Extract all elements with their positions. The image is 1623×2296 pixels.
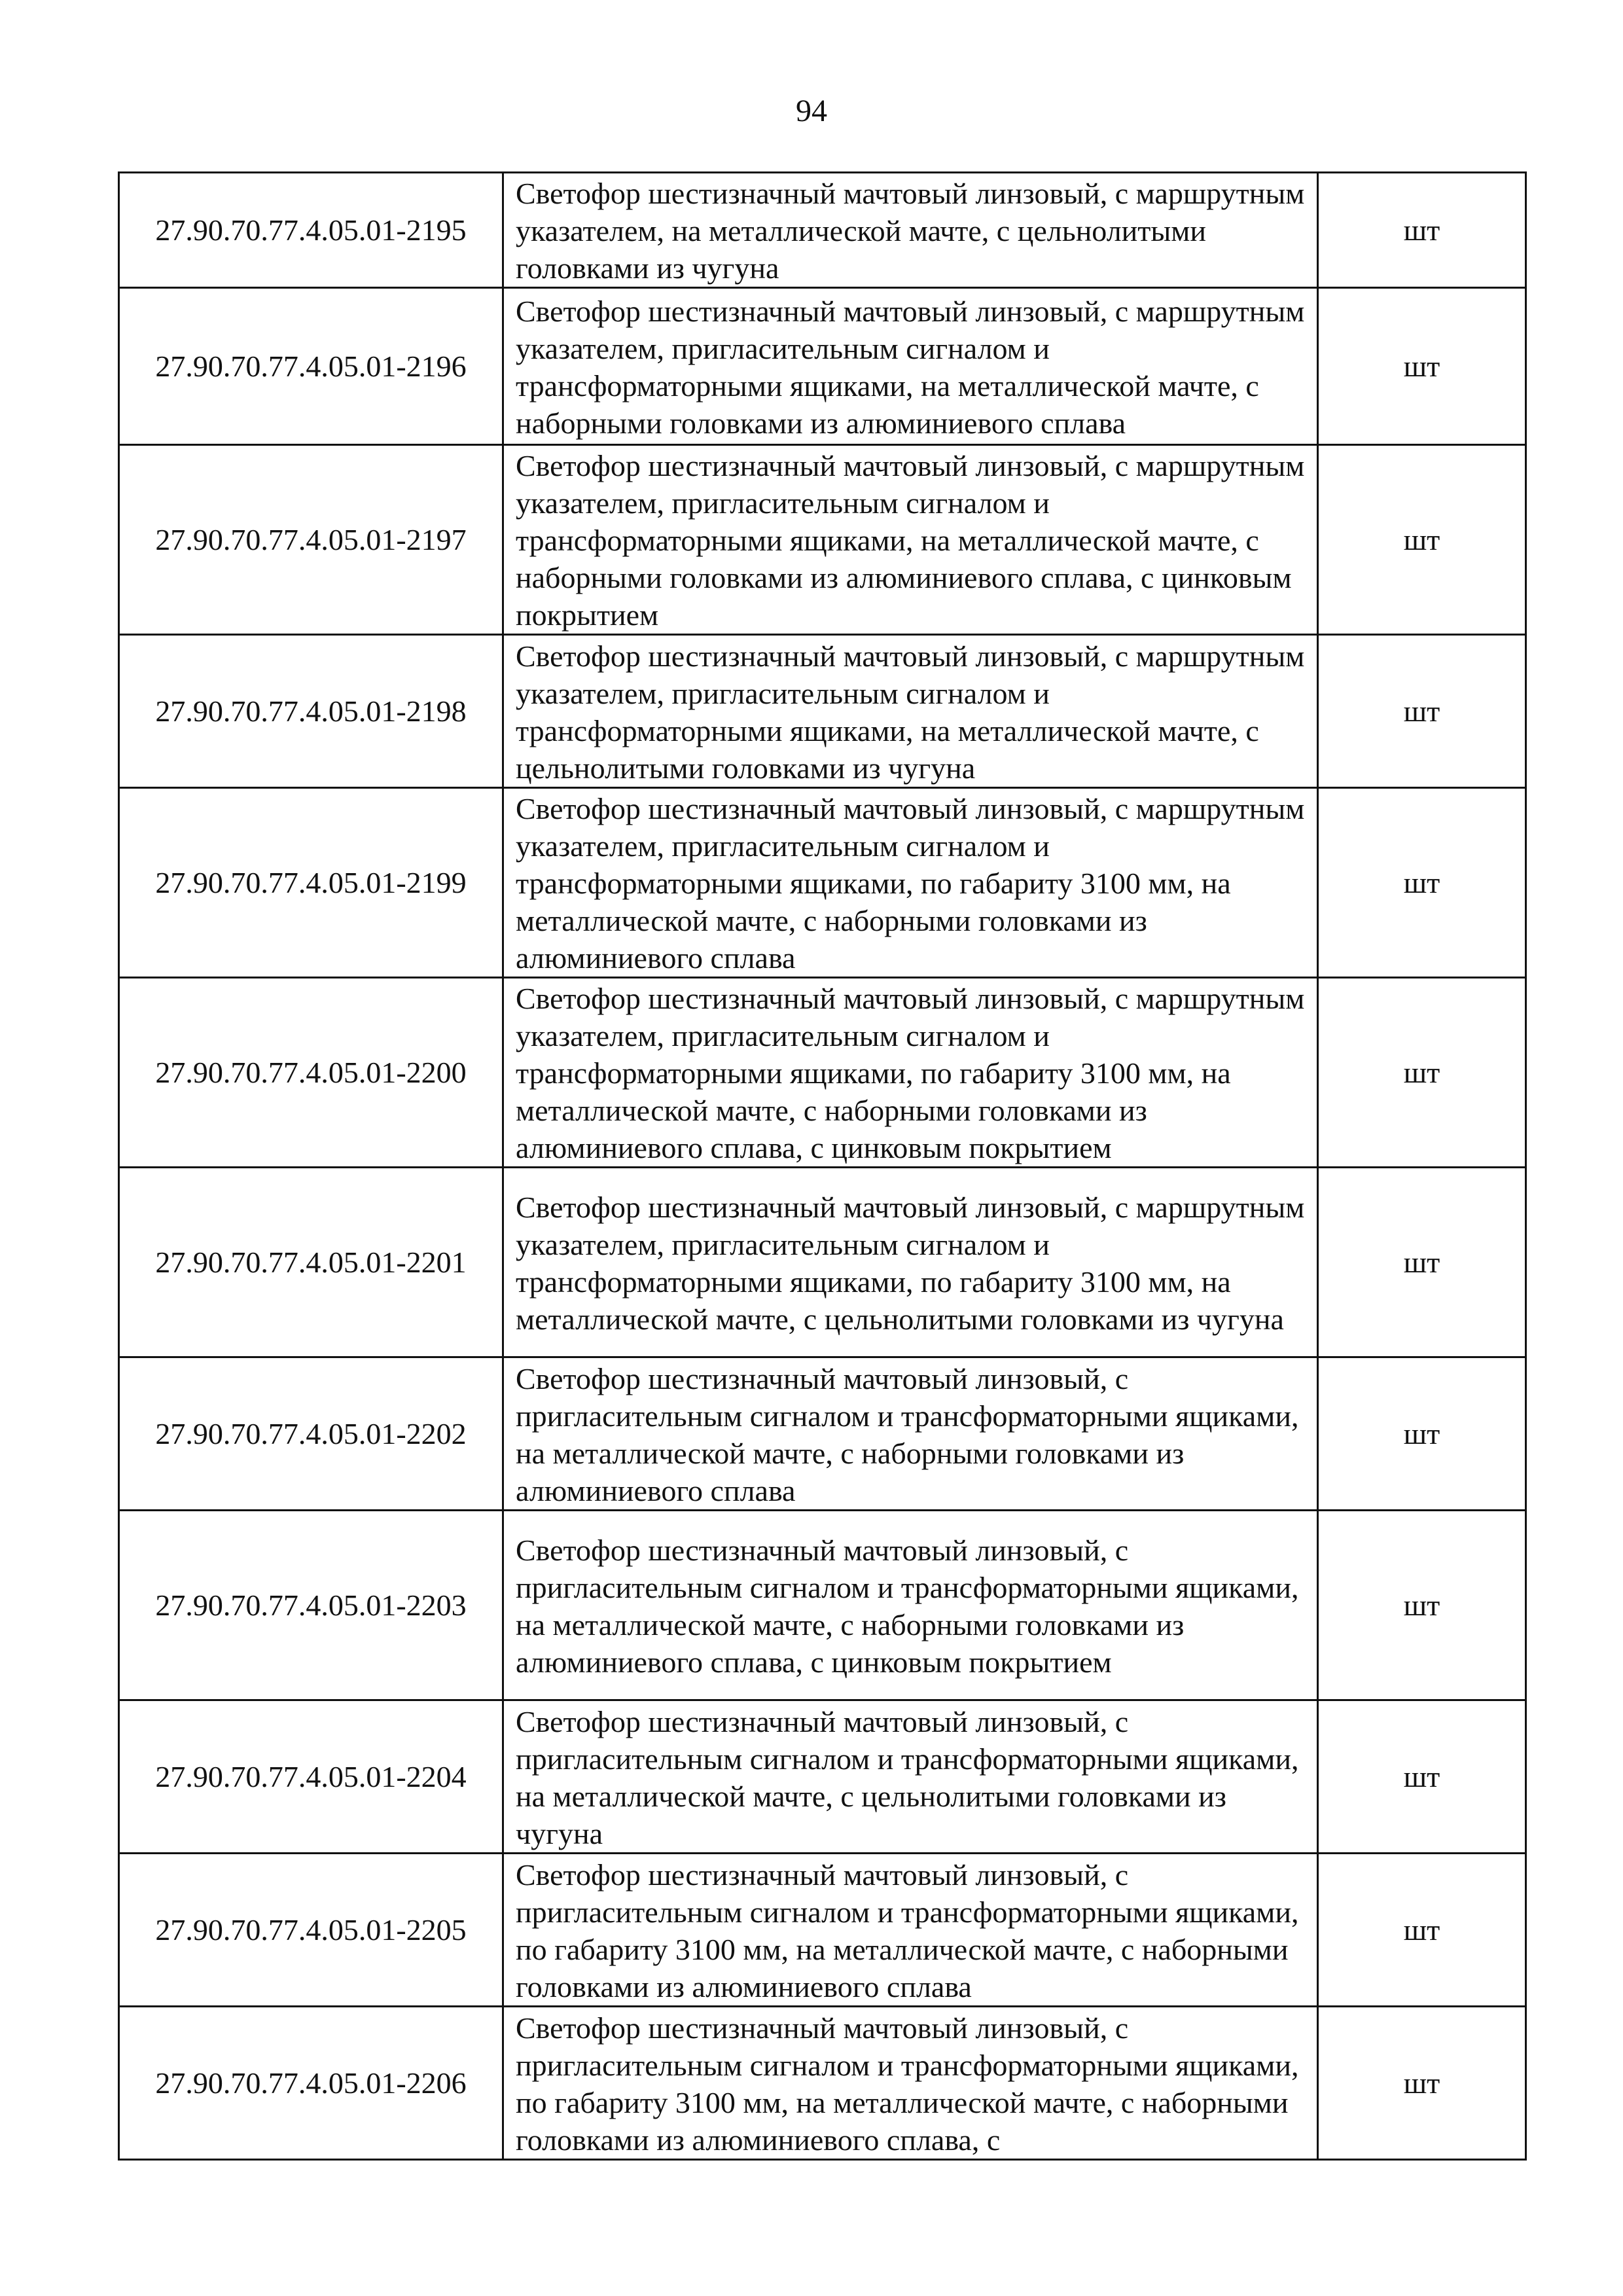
resource-description-text: Светофор шестизначный мачтовый линзовый, с пригласительным сигналом и трансформаторными ящиками, на металлической мачте, с наборными головками из алюминиевого сплава — [516, 1361, 1299, 1507]
resource-description-cell — [503, 173, 1318, 288]
resource-description-text: Светофор шестизначный мачтовый линзовый, с маршрутным указателем, пригласительным сигналом и трансформаторными ящиками, по габариту 3100 мм, на металлической мачте, с наборными головками из алюминиевого сплава — [516, 792, 1305, 975]
resource-description-cell — [503, 2007, 1318, 2160]
resource-description-text: Светофор шестизначный мачтовый линзовый, с пригласительным сигналом и трансформаторными ящиками, по габариту 3100 мм, на металлической мачте, с наборными головками из алюминиевого сплава — [516, 1857, 1299, 2003]
resource-description-cell — [503, 288, 1318, 445]
resource-description-text: Светофор шестизначный мачтовый линзовый, с маршрутным указателем, пригласительным сигналом и трансформаторными ящиками, на металлической мачте, с цельнолитыми головками из чугуна — [516, 639, 1305, 785]
resource-code-cell: 27.90.70.77.4.05.01-2205 — [119, 1854, 503, 2007]
resource-code-cell: 27.90.70.77.4.05.01-2198 — [119, 635, 503, 788]
table-row — [119, 1357, 1526, 1511]
resource-description-cell — [503, 445, 1318, 635]
resource-description-text: Светофор шестизначный мачтовый линзовый, с маршрутным указателем, пригласительным сигналом и трансформаторными ящиками, по габариту 3100 мм, на металлической мачте, с цельнолитыми головками из чугуна — [516, 1190, 1305, 1336]
resource-description-cell — [503, 1168, 1318, 1357]
resource-description-text: Светофор шестизначный мачтовый линзовый, с пригласительным сигналом и трансформаторными ящиками, на металлической мачте, с цельнолитыми головками из чугуна — [516, 1704, 1299, 1850]
page-number: 94 — [796, 94, 827, 128]
resource-code-cell: 27.90.70.77.4.05.01-2202 — [119, 1357, 503, 1511]
resource-code-cell: 27.90.70.77.4.05.01-2206 — [119, 2007, 503, 2160]
unit-cell: шт — [1318, 445, 1526, 635]
resource-code-cell: 27.90.70.77.4.05.01-2201 — [119, 1168, 503, 1357]
resource-description-cell — [503, 788, 1318, 978]
unit-cell: шт — [1318, 173, 1526, 288]
unit-cell: шт — [1318, 1168, 1526, 1357]
resource-description-cell — [503, 635, 1318, 788]
table-row — [119, 1168, 1526, 1357]
table-row — [119, 2007, 1526, 2160]
resource-description-cell — [503, 1700, 1318, 1854]
resource-description-cell — [503, 1511, 1318, 1700]
resource-code-cell: 27.90.70.77.4.05.01-2199 — [119, 788, 503, 978]
table-row — [119, 978, 1526, 1168]
unit-cell: шт — [1318, 2007, 1526, 2160]
resource-description-cell — [503, 1357, 1318, 1511]
table-row — [119, 1854, 1526, 2007]
table-row — [119, 788, 1526, 978]
unit-cell: шт — [1318, 1511, 1526, 1700]
unit-cell: шт — [1318, 978, 1526, 1168]
table-row — [119, 445, 1526, 635]
resource-description-text: Светофор шестизначный мачтовый линзовый, с маршрутным указателем, на металлической мачте, с цельнолитыми головками из чугуна — [516, 177, 1305, 285]
resource-code-cell: 27.90.70.77.4.05.01-2197 — [119, 445, 503, 635]
resource-code-cell: 27.90.70.77.4.05.01-2203 — [119, 1511, 503, 1700]
table-row — [119, 288, 1526, 445]
resource-code-cell: 27.90.70.77.4.05.01-2195 — [119, 173, 503, 288]
resource-code-cell: 27.90.70.77.4.05.01-2204 — [119, 1700, 503, 1854]
resource-description-cell — [503, 1854, 1318, 2007]
resource-description-cell — [503, 978, 1318, 1168]
unit-cell: шт — [1318, 788, 1526, 978]
unit-cell: шт — [1318, 1854, 1526, 2007]
resource-description-text: Светофор шестизначный мачтовый линзовый, с маршрутным указателем, пригласительным сигналом и трансформаторными ящиками, по габариту 3100 мм, на металлической мачте, с наборными головками из алюминиевого сплава, с цинковым покрытием — [516, 982, 1305, 1164]
table-row — [119, 173, 1526, 288]
table-row — [119, 635, 1526, 788]
resource-description-text: Светофор шестизначный мачтовый линзовый, с пригласительным сигналом и трансформаторными ящиками, на металлической мачте, с наборными головками из алюминиевого сплава, с цинковым покрытием — [516, 1533, 1299, 1679]
table-row — [119, 1700, 1526, 1854]
resource-description-text: Светофор шестизначный мачтовый линзовый, с маршрутным указателем, пригласительным сигналом и трансформаторными ящиками, на металлической мачте, с наборными головками из алюминиевого сплава, с цинковым покрытием — [516, 449, 1305, 632]
resource-description-text: Светофор шестизначный мачтовый линзовый, с пригласительным сигналом и трансформаторными ящиками, по габариту 3100 мм, на металлической мачте, с наборными головками из алюминиевого сплава, с — [516, 2011, 1299, 2157]
resource-description-text: Светофор шестизначный мачтовый линзовый, с маршрутным указателем, пригласительным сигналом и трансформаторными ящиками, на металлической мачте, с наборными головками из алюминиевого сплава — [516, 294, 1305, 440]
table-row — [119, 1511, 1526, 1700]
resource-code-cell: 27.90.70.77.4.05.01-2200 — [119, 978, 503, 1168]
catalog-table-container — [118, 171, 1525, 2161]
catalog-table — [118, 171, 1527, 2161]
unit-cell: шт — [1318, 1700, 1526, 1854]
unit-cell: шт — [1318, 288, 1526, 445]
unit-cell: шт — [1318, 1357, 1526, 1511]
resource-code-cell: 27.90.70.77.4.05.01-2196 — [119, 288, 503, 445]
unit-cell: шт — [1318, 635, 1526, 788]
